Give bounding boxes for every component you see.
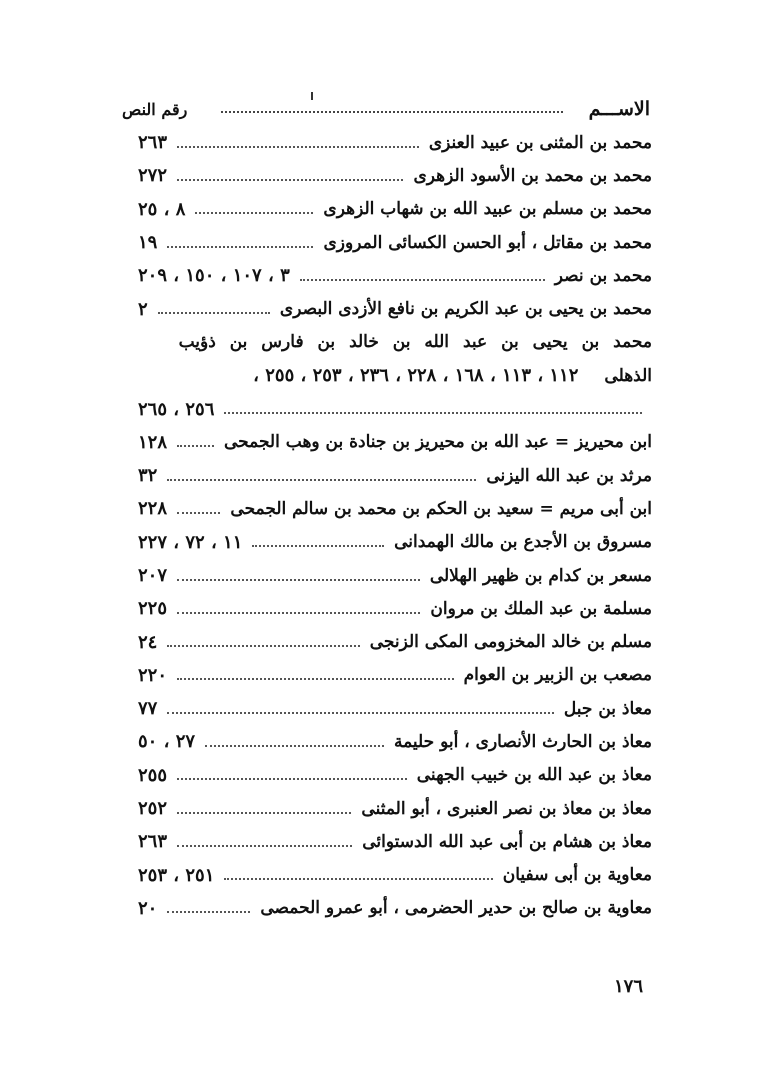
entry-numbers: ٢٧ ، ٥٠ [138,731,196,753]
dot-leader [195,212,313,214]
entry-name: معاذ بن الحارث الأنصارى ، أبو حليمة [393,731,652,752]
dot-leader [300,279,545,281]
entry-name: ابن أبى مريم = سعيد بن الحكم بن محمد بن سالم الجمحى [230,498,652,519]
entry-name: محمد بن يحيى بن عبد الكريم بن نافع الأزدى البصرى [279,299,652,320]
entry-name: محمد بن مسلم بن عبيد الله بن شهاب الزهرى [323,199,652,220]
index-entry [138,859,652,892]
entry-numbers: ٢٤ [138,631,158,653]
entry-name: مصعب بن الزبير بن العوام [463,665,652,686]
entry-name: معاذ بن معاذ بن نصر العنبرى ، أبو المثنى [361,798,652,819]
index-entries [138,126,652,925]
entry-name: معاوية بن أبى سفيان [502,865,652,886]
index-entry [138,892,652,925]
index-entry [138,259,652,292]
entry-numbers: ٢٢٨ [138,498,168,520]
dot-leader [177,778,407,780]
entry-name: محمد بن المثنى بن عبيد العنزى [428,132,652,153]
text-number-column-heading: رقم النص [122,99,188,119]
entry-numbers: ٢٠٧ [138,565,168,586]
entry-name: معاذ بن جبل [563,698,652,719]
dot-leader [224,412,642,414]
entry-numbers: ٣٢ [138,465,158,487]
multi-line-entry [138,326,652,426]
entry-name: مسلم بن خالد المخزومى المكى الزنجى [369,632,652,653]
dot-leader [177,579,420,581]
index-header [122,96,650,122]
index-entry [138,426,652,459]
entry-name: ابن محيريز = عبد الله بن محيريز بن جنادة بن وهب الجمحى [223,432,652,453]
entry-numbers: ٢٢٠ [138,664,168,686]
dot-leader [167,645,359,647]
entry-name: مسروق بن الأجدع بن مالك الهمدانى [394,532,652,553]
index-entry [138,625,652,658]
entry-name: معاذ بن هشام بن أبى عبد الله الدستوائى [362,831,652,852]
entry-numbers: ٢٦٣ [138,831,168,853]
index-entry [138,126,652,159]
entry-numbers: ١١ ، ٧٢ ، ٢٢٧ [138,531,243,553]
entry-numbers: ٢٧٢ [138,165,168,187]
entry-name-line: محمد بن يحيى بن عبد الله بن خالد بن فارس بن ذؤيب [178,332,652,353]
dot-leader [167,479,476,481]
dot-leader [205,745,384,747]
dot-leader [177,845,352,847]
index-entry [138,792,652,825]
entry-numbers: ٣ ، ١٠٧ ، ١٥٠ ، ٢٠٩ [138,265,290,287]
index-entry [138,492,652,525]
dot-leader [158,312,270,314]
index-entry [138,292,652,325]
dot-leader [177,179,403,181]
entry-numbers: ٢٥٢ [138,798,168,820]
name-column-heading: الاســـم [588,98,650,120]
entry-continuation-line [138,359,652,392]
entry-numbers: ٢٦٣ [138,132,168,154]
dot-leader [167,911,250,913]
index-entry [138,459,652,492]
entry-name: مرثد بن عبد الله اليزنى [486,465,652,486]
entry-name: مسعر بن كدام بن ظهير الهلالى [429,565,652,586]
dot-leader [177,678,454,680]
entry-numbers: ٨ ، ٢٥ [138,198,186,220]
dot-leader [177,512,220,514]
entry-name: معاذ بن عبد الله بن خبيب الجهنى [416,765,652,786]
entry-numbers: ٢٢٥ [138,598,168,620]
dot-leader [177,812,351,814]
index-entry [138,159,652,192]
dot-leader [224,878,492,880]
entry-numbers: ٢ [138,298,148,320]
index-entry [138,526,652,559]
dot-leader [177,612,420,614]
dot-leader [177,445,214,447]
page-number: ١٧٦ [614,976,644,997]
index-entry [138,725,652,758]
entry-numbers: ١٢٨ [138,431,168,453]
index-entry [138,226,652,259]
entry-name: معاوية بن صالح بن حدير الحضرمى ، أبو عمرو الحمصى [260,898,652,919]
index-entry [138,559,652,592]
entry-numbers: ٧٧ [138,698,158,720]
index-entry [138,592,652,625]
entry-name: محمد بن مقاتل ، أبو الحسن الكسائى المروزى [323,232,652,253]
dot-leader [177,146,419,148]
index-entry [138,825,652,858]
entry-name: مسلمة بن عبد الملك بن مروان [430,598,652,619]
entry-numbers: ١١٢ ، ١١٣ ، ١٦٨ ، ٢٢٨ ، ٢٣٦ ، ٢٥٣ ، ٢٥٥ ، [253,365,579,387]
entry-continuation-line [138,392,652,425]
entry-name-end: الذهلى [604,365,652,386]
entry-name: محمد بن نصر [554,265,652,286]
entry-numbers: ٢٥٥ [138,764,168,786]
dot-leader [167,246,313,248]
dot-leader [221,111,562,113]
dot-leader [252,545,384,547]
index-entry [138,692,652,725]
entry-numbers: ٢٠ [138,897,158,919]
entry-name: محمد بن محمد بن الأسود الزهرى [413,165,652,186]
entry-numbers: ٢٥١ ، ٢٥٣ [138,864,215,886]
index-entry [138,759,652,792]
index-entry [138,193,652,226]
entry-numbers: ٢٥٦ ، ٢٦٥ [138,398,215,420]
entry-numbers: ١٩ [138,232,158,254]
index-entry [138,659,652,692]
dot-leader [167,712,554,714]
